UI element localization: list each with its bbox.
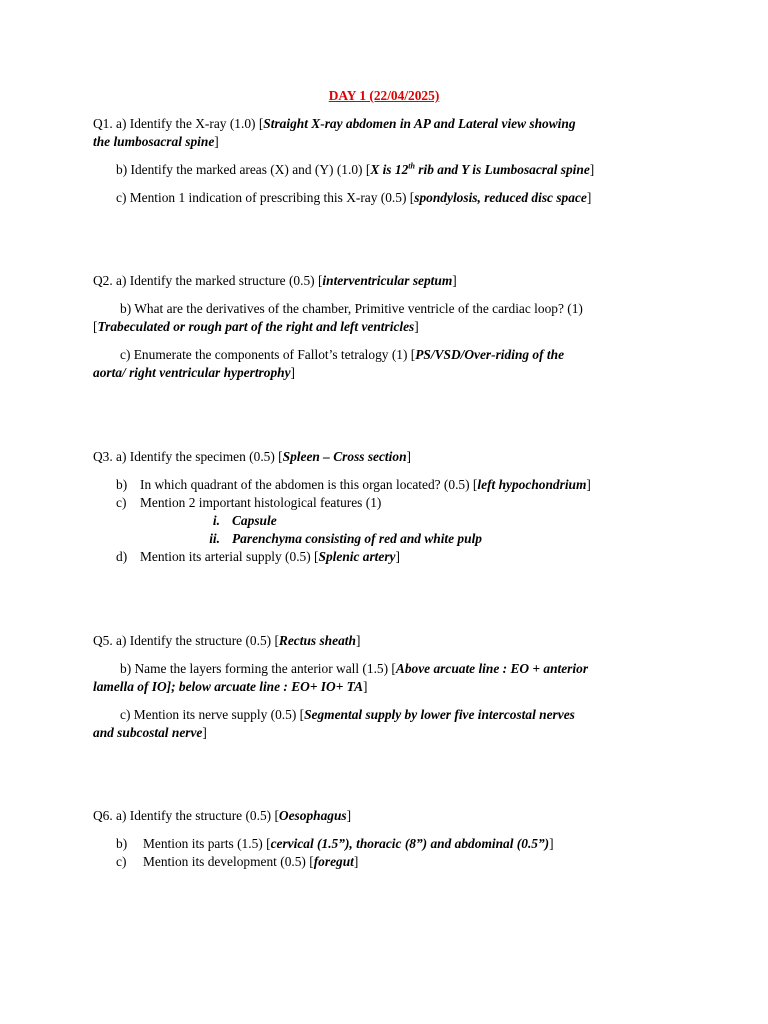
list-item-text: Capsule: [232, 513, 277, 528]
q1-b-line: [116, 161, 594, 179]
q6-c-line: [116, 853, 358, 871]
q1-a-answer: Straight X-ray abdomen in AP and Lateral view showing: [263, 116, 576, 131]
q2-c-answer: PS/VSD/Over-riding of the: [415, 347, 565, 362]
q5-b-line-2: [93, 678, 368, 696]
list-item: [200, 512, 277, 530]
q2-c-answer-cont: aorta/ right ventricular hypertrophy: [93, 365, 291, 380]
q3-d-line: [116, 548, 400, 566]
q3-b-answer: left hypochondrium: [477, 477, 587, 492]
q2-a-answer: interventricular septum: [322, 273, 453, 288]
q2-a-question: Q2. a) Identify the marked structure (0.5) [: [93, 273, 323, 288]
bracket: ]: [363, 679, 368, 694]
q1-a-line-1: [93, 115, 576, 133]
q5-a-question: Q5. a) Identify the structure (0.5) [: [93, 633, 279, 648]
bracket: ]: [290, 365, 296, 380]
bracket: ]: [395, 549, 400, 564]
q2-a-line: [93, 272, 457, 290]
q2-c-question: c) Enumerate the components of Fallot’s tetralogy (1) [: [120, 347, 416, 362]
q6-b-question: Mention its parts (1.5) [: [143, 836, 271, 851]
q2-c-line-2: [93, 364, 295, 382]
q1-c-question: c) Mention 1 indication of prescribing this X-ray (0.5) [: [116, 190, 415, 205]
q1-b-question: b) Identify the marked areas (X) and (Y) (1.0) [: [116, 162, 371, 177]
bracket: ]: [586, 477, 591, 492]
bracket: ]: [346, 808, 352, 823]
q3-b-marker: b): [116, 477, 128, 492]
q6-c-marker: c): [116, 854, 127, 869]
list-item-text: Parenchyma consisting of red and white pulp: [232, 531, 482, 546]
bracket: ]: [549, 836, 554, 851]
q5-b-answer-cont: lamella of IO]; below arcuate line : EO+ IO+ TA: [93, 679, 364, 694]
q1-c-line: [116, 189, 591, 207]
q2-b-answer: Trabeculated or rough part of the right and left ventricles: [97, 319, 415, 334]
q3-c-question: Mention 2 important histological features (1): [140, 495, 382, 510]
list-item: [200, 530, 482, 548]
q5-c-answer-cont: and subcostal nerve: [93, 725, 203, 740]
q3-c-marker: c): [116, 495, 127, 510]
page-title: DAY 1 (22/04/2025): [328, 88, 440, 103]
q1-a-answer-cont: the lumbosacral spine: [93, 134, 215, 149]
q6-a-question: Q6. a) Identify the structure (0.5) [: [93, 808, 279, 823]
q6-b-line: [116, 835, 554, 853]
q6-b-marker: b): [116, 836, 128, 851]
q3-a-question: Q3. a) Identify the specimen (0.5) [: [93, 449, 283, 464]
q3-d-marker: d): [116, 549, 128, 564]
bracket: ]: [586, 190, 592, 205]
q2-c-line-1: [120, 346, 564, 364]
bracket: ]: [214, 134, 219, 149]
q5-b-answer: Above arcuate line : EO + anterior: [395, 661, 589, 676]
q6-a-line: [93, 807, 351, 825]
q1-b-answer: X is 12th rib and Y is Lumbosacral spine: [370, 161, 590, 177]
bracket: ]: [355, 633, 361, 648]
q5-a-answer: Rectus sheath: [278, 633, 356, 648]
q3-b-line: [116, 476, 591, 494]
q2-b-question: b) What are the derivatives of the chamber, Primitive ventricle of the cardiac loop? (1): [120, 301, 583, 316]
q6-c-question: Mention its development (0.5) [: [143, 854, 314, 869]
q5-c-line-1: [120, 706, 575, 724]
q5-b-line-1: [120, 660, 588, 678]
q5-b-question: b) Name the layers forming the anterior wall (1.5) [: [120, 661, 396, 676]
q3-d-question: Mention its arterial supply (0.5) [: [140, 549, 319, 564]
bracket: ]: [202, 725, 207, 740]
bracket: ]: [452, 273, 457, 288]
q1-a-line-2: [93, 133, 219, 151]
q5-a-line: [93, 632, 360, 650]
list-item-number: i.: [212, 513, 220, 528]
q6-a-answer: Oesophagus: [278, 808, 347, 823]
q3-b-question: In which quadrant of the abdomen is this organ located? (0.5) [: [140, 477, 478, 492]
list-item-number: ii.: [209, 531, 220, 546]
q3-c-line: [116, 494, 381, 512]
q1-a-question: Q1. a) Identify the X-ray (1.0) [: [93, 116, 264, 131]
bracket: [: [93, 319, 98, 334]
q5-c-answer: Segmental supply by lower five intercostal nerves: [304, 707, 575, 722]
q3-a-answer: Spleen – Cross section: [282, 449, 407, 464]
q1-c-answer: spondylosis, reduced disc space: [414, 190, 587, 205]
q2-b-line-1: [120, 300, 583, 318]
bracket: ]: [414, 319, 419, 334]
q5-c-line-2: [93, 724, 207, 742]
q3-a-line: [93, 448, 411, 466]
q6-c-answer: foregut: [313, 854, 354, 869]
q6-b-answer: cervical (1.5”), thoracic (8”) and abdominal (0.5”): [270, 836, 550, 851]
bracket: ]: [589, 162, 595, 177]
q3-d-answer: Splenic artery: [318, 549, 396, 564]
q5-c-question: c) Mention its nerve supply (0.5) [: [120, 707, 305, 722]
bracket: ]: [353, 854, 359, 869]
q2-b-line-2: [93, 318, 419, 336]
bracket: ]: [406, 449, 411, 464]
